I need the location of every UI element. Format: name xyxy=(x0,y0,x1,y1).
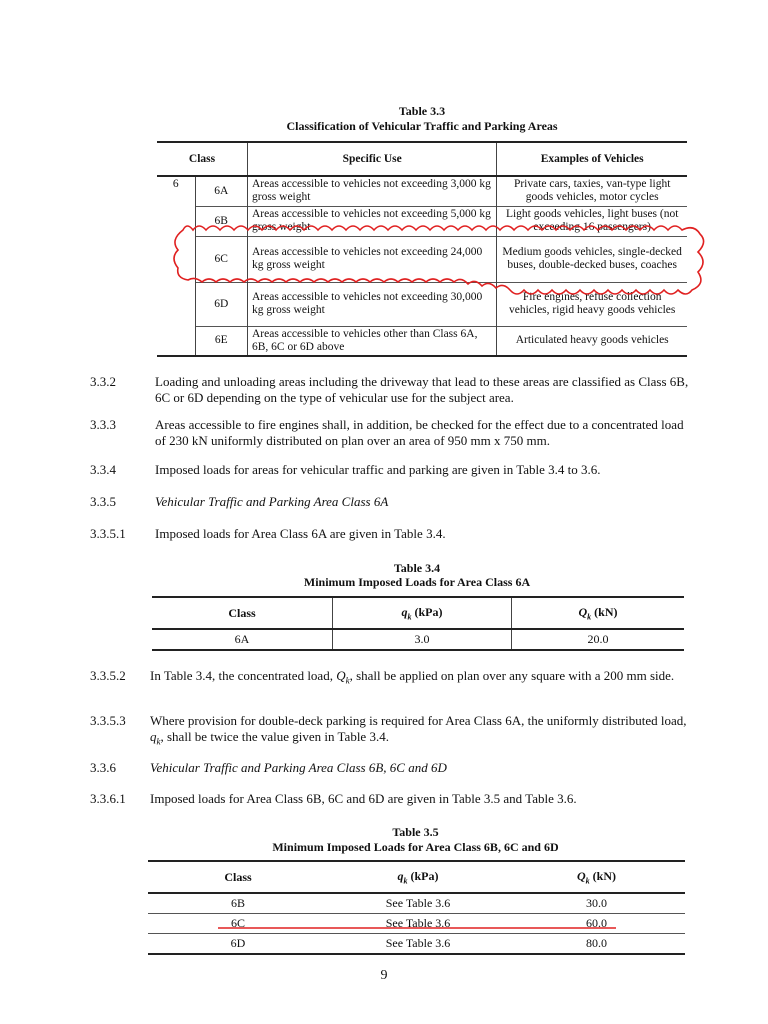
table33-use-6c: Areas accessible to vehicles not exceeding 24,000 kg gross weight xyxy=(247,236,496,282)
table35-cell: 6D xyxy=(148,934,328,955)
table33-use-6b: Areas accessible to vehicles not exceeding 5,000 kg gross weight xyxy=(247,206,496,236)
table33-header-use: Specific Use xyxy=(247,142,496,176)
para-text: Imposed loads for Area Class 6B, 6C and 6D are given in Table 3.5 and Table 3.6. xyxy=(150,791,577,806)
table34-cell: 3.0 xyxy=(333,629,512,650)
para-text: Areas accessible to fire engines shall, in addition, be checked for the effect due to a concentrated load of 230 kN uniformly distributed on plan over an area of 950 mm x 750 mm. xyxy=(155,417,684,448)
table35-cell: 60.0 xyxy=(508,914,685,934)
table33-use-6e: Areas accessible to vehicles other than Class 6A, 6B, 6C or 6D above xyxy=(247,326,496,356)
table-row xyxy=(157,282,687,326)
table35-cell: See Table 3.6 xyxy=(328,893,508,914)
para-num: 3.3.6.1 xyxy=(90,791,126,806)
table33-class-6e: 6E xyxy=(195,326,247,356)
table34-cell: 20.0 xyxy=(512,629,685,650)
para-text: Imposed loads for Area Class 6A are given in Table 3.4. xyxy=(155,526,446,541)
para-num: 3.3.5.1 xyxy=(90,526,126,541)
table35-cell: 30.0 xyxy=(508,893,685,914)
table33-use-6a: Areas accessible to vehicles not exceeding 3,000 kg gross weight xyxy=(247,176,496,206)
table-row xyxy=(152,629,684,650)
table35-header-class: Class xyxy=(148,861,328,893)
para-text: In Table 3.4, the concentrated load, $Q_k$, shall be applied on plan over any square with a 200 mm side. xyxy=(150,668,675,686)
para-num: 3.3.5.2 xyxy=(90,668,126,683)
table-3-3 xyxy=(157,141,687,357)
table-row xyxy=(148,934,685,955)
para-num: 3.3.3 xyxy=(90,417,116,432)
page-number: 9 xyxy=(380,968,388,983)
table33-use-6d: Areas accessible to vehicles not exceeding 30,000 kg gross weight xyxy=(247,282,496,326)
table34-cell: 6A xyxy=(152,629,333,650)
table35-header-qk: $q_k$ (kPa) xyxy=(328,861,508,893)
table-3-4 xyxy=(152,596,684,651)
para-num: 3.3.6 xyxy=(90,760,116,775)
para-num: 3.3.2 xyxy=(90,374,116,389)
para-num: 3.3.4 xyxy=(90,462,116,477)
table-row xyxy=(157,326,687,356)
para-num: 3.3.5.3 xyxy=(90,713,126,728)
table35-caption-title: Minimum Imposed Loads for Area Class 6B, 6C and 6D xyxy=(272,840,559,854)
table33-class-6b: 6B xyxy=(195,206,247,236)
table33-examples-6c: Medium goods vehicles, single-decked buses, double-decked buses, coaches xyxy=(502,246,682,271)
table35-header-Qk: $Q_k$ (kN) xyxy=(508,861,685,893)
table35-cell: See Table 3.6 xyxy=(328,914,508,934)
table34-caption-title: Minimum Imposed Loads for Area Class 6A xyxy=(303,575,531,589)
table35-cell: 6C xyxy=(148,914,328,934)
para-text: Imposed loads for areas for vehicular traffic and parking are given in Table 3.4 to 3.6. xyxy=(155,462,601,477)
table34-header-class: Class xyxy=(152,597,333,629)
table33-examples-6a: Private cars, taxies, van-type light goods vehicles, motor cycles xyxy=(513,178,671,204)
table33-header-examples: Examples of Vehicles xyxy=(497,142,687,176)
table33-header-class: Class xyxy=(157,142,247,176)
table35-caption-num: Table 3.5 xyxy=(392,825,439,839)
table-row xyxy=(157,176,687,206)
table33-examples-6d: Fire engines, refuse collection vehicles, rigid heavy goods vehicles xyxy=(508,291,676,316)
table33-examples-6b: Light goods vehicles, light buses (not exceeding 16 passengers) xyxy=(505,208,679,233)
para-text: Loading and unloading areas including the driveway that lead to these areas are classified as Class 6B, 6C or 6D depending on the type of vehicular use for the subject area. xyxy=(155,374,689,405)
table-row xyxy=(148,914,685,934)
table35-cell: 6B xyxy=(148,893,328,914)
section-heading: Vehicular Traffic and Parking Area Class 6B, 6C and 6D xyxy=(150,760,447,775)
table33-caption-title: Classification of Vehicular Traffic and Parking Areas xyxy=(286,119,558,133)
table33-group: 6 xyxy=(157,176,195,356)
table34-header-qk: $q_k$ (kPa) xyxy=(333,597,512,629)
table33-class-6a: 6A xyxy=(195,176,247,206)
table33-class-6c: 6C xyxy=(195,236,247,282)
section-heading: Vehicular Traffic and Parking Area Class 6A xyxy=(155,494,389,509)
table35-cell: See Table 3.6 xyxy=(328,934,508,955)
table-row xyxy=(157,206,687,236)
table-row xyxy=(157,236,687,282)
table35-cell: 80.0 xyxy=(508,934,685,955)
table-row xyxy=(148,893,685,914)
table33-class-6d: 6D xyxy=(195,282,247,326)
table-3-5 xyxy=(148,860,685,955)
table33-examples-6e: Articulated heavy goods vehicles xyxy=(497,326,687,356)
table34-caption-num: Table 3.4 xyxy=(393,561,441,575)
table34-header-Qk: $Q_k$ (kN) xyxy=(512,597,685,629)
para-num: 3.3.5 xyxy=(90,494,116,509)
para-text: Where provision for double-deck parking is required for Area Class 6A, the uniformly distributed load, $q_k$, shall be twice the value given in Table 3.4. xyxy=(150,713,687,747)
table33-caption-num: Table 3.3 xyxy=(398,104,446,118)
